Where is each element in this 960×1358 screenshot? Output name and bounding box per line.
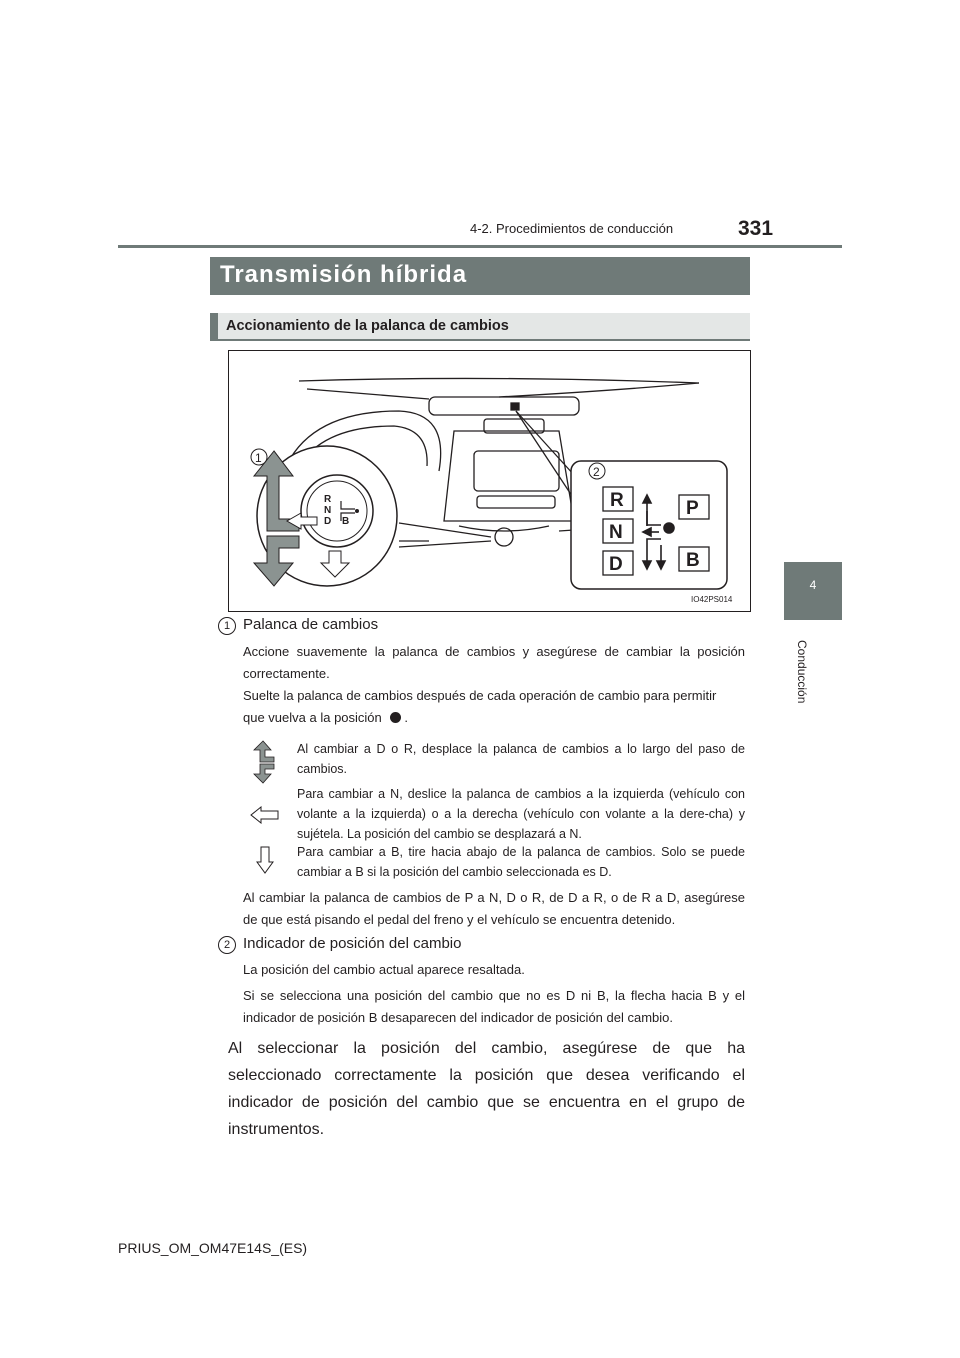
header-rule [118,245,842,248]
item-1-paragraph-2-text: que vuelva a la posición [243,710,382,725]
indicator-letter-p: P [686,498,699,519]
up-down-path-arrows-icon [252,740,280,784]
subtitle-accent [210,313,218,341]
closing-paragraph: Al seleccionar la posición del cambio, asegúrese de que ha seleccionado correctamente la posición que desea verificando el indicador de posición del cambio que se encuentra en el grupo de instrumentos. [228,1040,745,1138]
document-footer: PRIUS_OM_OM47E14S_(ES) [118,1240,308,1256]
section-reference: 4-2. Procedimientos de conducción [470,221,674,236]
indicator-letter-d: D [609,554,623,575]
dashboard-illustration [229,351,750,611]
item-2-number: 2 [218,936,236,954]
item-1-paragraph-2-line-2 [243,707,408,729]
figure-code: IO42PS014 [691,595,733,604]
callout-1-label: 1 [255,451,262,465]
shift-lever-callout [251,446,397,586]
icon-row-1-text: Al cambiar a D o R, desplace la palanca de cambios a lo largo del paso de cambios. [297,742,745,776]
item-1-paragraph-1: Accione suavemente la palanca de cambios y asegúrese de cambiar la posición correctamente. [243,644,745,681]
icon-row-3-text: Para cambiar a B, tire hacia abajo de la palanca de cambios. Solo se puede cambiar a B si la posición del cambio seleccionada es D. [297,845,745,879]
item-2-paragraph-1: La posición del cambio actual aparece resaltada. [243,962,525,977]
knob-letter-d: D [324,516,332,527]
item-1-title: Palanca de cambios [243,616,379,633]
chapter-tab-label: Conducción [795,640,809,704]
shift-lever-figure [228,350,751,612]
item-1-paragraph-2-end: . [404,710,409,725]
item-2-paragraph-2: Si se selecciona una posición del cambio que no es D ni B, la flecha hacia B y el indicador de posición B desaparecen del indicador de posición del cambio. [243,988,745,1025]
knob-letter-n: N [324,505,332,516]
item-1-number: 1 [218,617,236,635]
knob-letter-b: B [342,516,350,527]
shift-indicator-callout [571,461,727,589]
chapter-tab-number: 4 [809,578,817,592]
left-arrow-icon [250,806,280,824]
indicator-letter-r: R [610,490,624,511]
icon-row-2-text: Para cambiar a N, deslice la palanca de cambios a la izquierda (vehículo con volante a la izquierda) o a la derecha (vehículo con volante a la dere-cha) y sujétela. La posición del cambio se desplazará a N. [297,787,745,841]
callout-2-label: 2 [593,465,600,479]
section-subtitle: Accionamiento de la palanca de cambios [226,318,509,334]
indicator-letter-n: N [609,522,623,543]
item-1-paragraph-2-line-1: Suelte la palanca de cambios después de cada operación de cambio para permitir [243,688,717,703]
item-2-title: Indicador de posición del cambio [243,935,462,952]
page-number: 331 [738,217,774,240]
indicator-letter-b: B [686,550,700,571]
page-title: Transmisión híbrida [220,261,468,288]
item-1-paragraph-3: Al cambiar la palanca de cambios de P a N, D o R, de D a R, o de R a D, asegúrese de que está pisando el pedal del freno y el vehículo se encuentra detenido. [243,890,745,927]
neutral-dot-icon [390,712,401,723]
down-arrow-icon [256,846,274,874]
knob-letter-r: R [324,494,332,505]
